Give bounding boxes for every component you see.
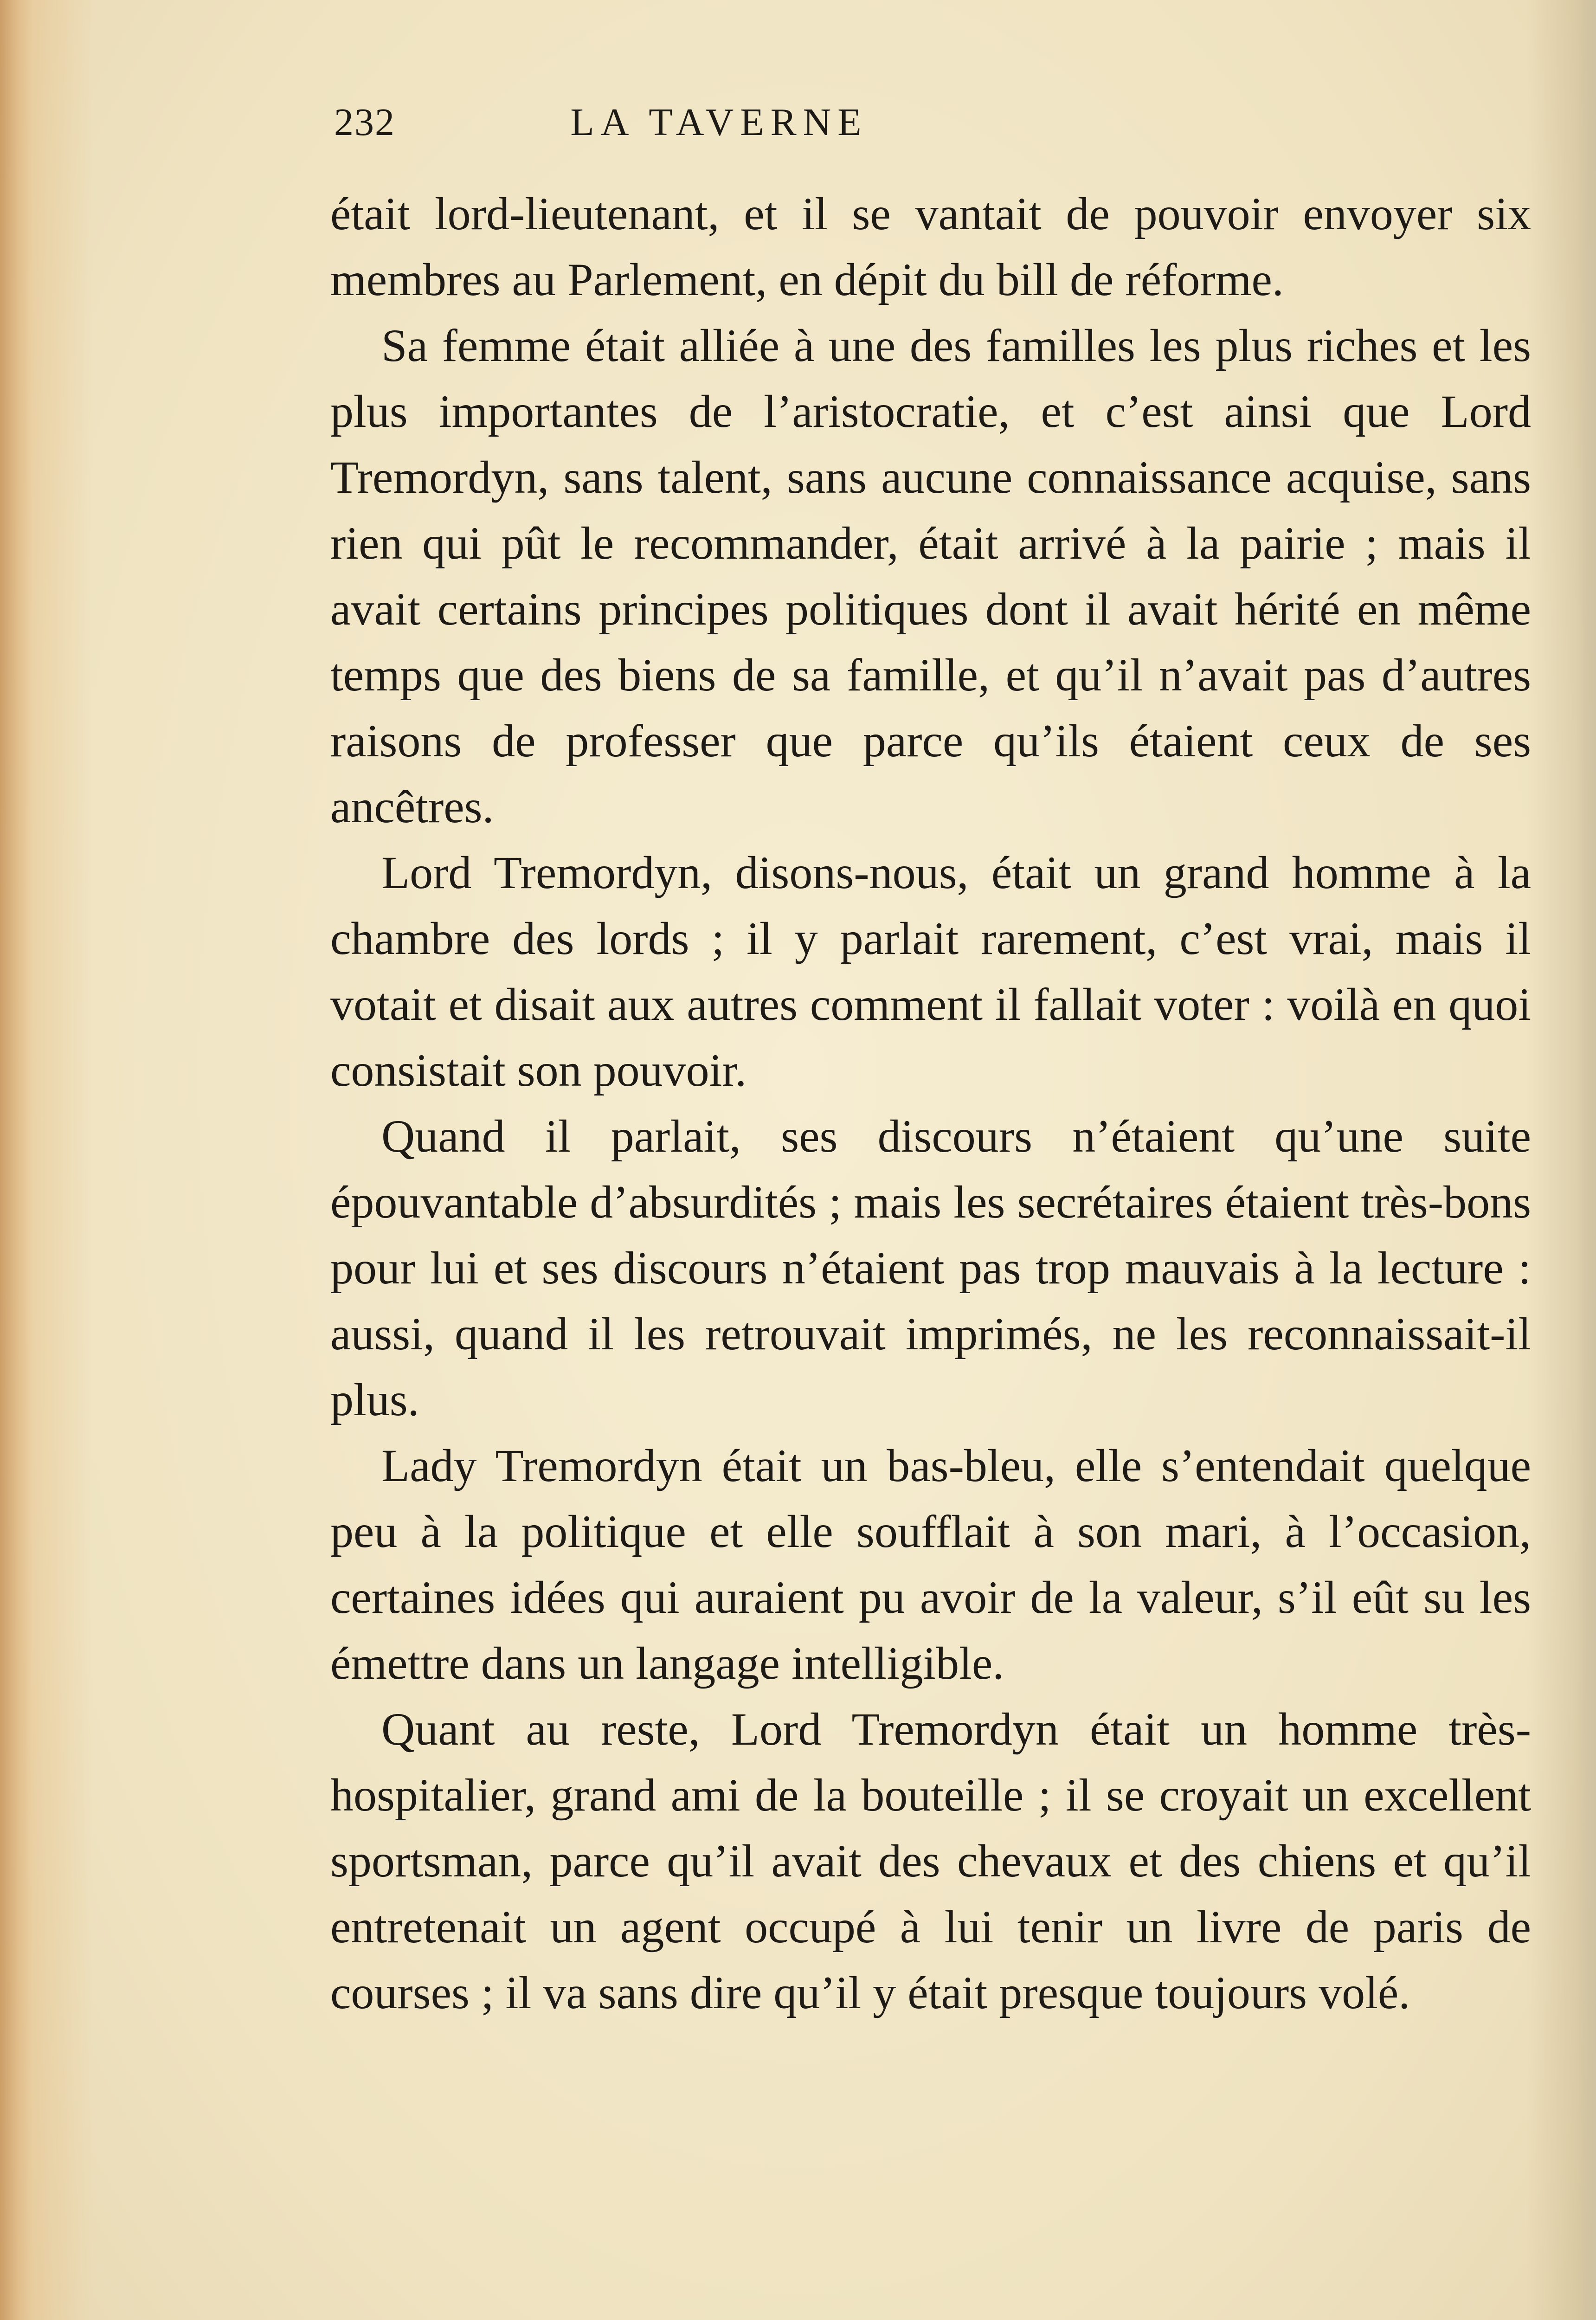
page-number: 232 — [334, 101, 395, 144]
paragraph: Lord Tremordyn, disons-nous, était un grand homme à la chambre des lords ; il y parlait rarement, c’est vrai, mais il votait et disait aux autres comment il fallait voter : voilà en quoi consistait son pouvoir. — [330, 847, 1531, 1096]
paragraph: Lady Tremordyn était un bas-bleu, elle s’entendait quelque peu à la politique et elle soufflait à son mari, à l’occasion, certaines idées qui auraient pu avoir de la valeur, s’il eût su les émettre dans un langage intelligible. — [330, 1440, 1531, 1689]
page-left-edge — [0, 0, 32, 2320]
paragraph: Quand il parlait, ses discours n’étaient qu’une suite épouvantable d’absurdités ; mais les secrétaires étaient très-bons pour lui et ses discours n’étaient pas trop mauvais à la lecture : aussi, quand il les retrouvait imprimés, ne les reconnaissait-il plus. — [330, 1110, 1531, 1425]
page-right-edge — [1577, 0, 1596, 2320]
running-title: LA TAVERNE — [570, 101, 868, 144]
paragraph: Quant au reste, Lord Tremordyn était un homme très-hospitalier, grand ami de la bouteille ; il se croyait un excellent sportsman, parce qu’il avait des chevaux et des chiens et qu’il entretenait un agent occupé à lui tenir un livre de paris de courses ; il va sans dire qu’il y était presque toujours volé. — [330, 1703, 1531, 2018]
paragraph: était lord-lieutenant, et il se vantait de pouvoir envoyer six membres au Parlement, en dépit du bill de réforme. — [330, 188, 1531, 305]
page-header — [334, 100, 1104, 160]
paragraph: Sa femme était alliée à une des familles les plus riches et les plus importantes de l’aristocratie, et c’est ainsi que Lord Tremordyn, sans talent, sans aucune connaissance acquise, sans rien qui pût le recommander, était arrivé à la pairie ; mais il avait certains principes politiques dont il avait hérité en même temps que des biens de sa famille, et qu’il n’avait pas d’autres raisons de professer que parce qu’ils étaient ceux de ses ancêtres. — [330, 320, 1531, 832]
body-text — [330, 181, 1531, 2026]
